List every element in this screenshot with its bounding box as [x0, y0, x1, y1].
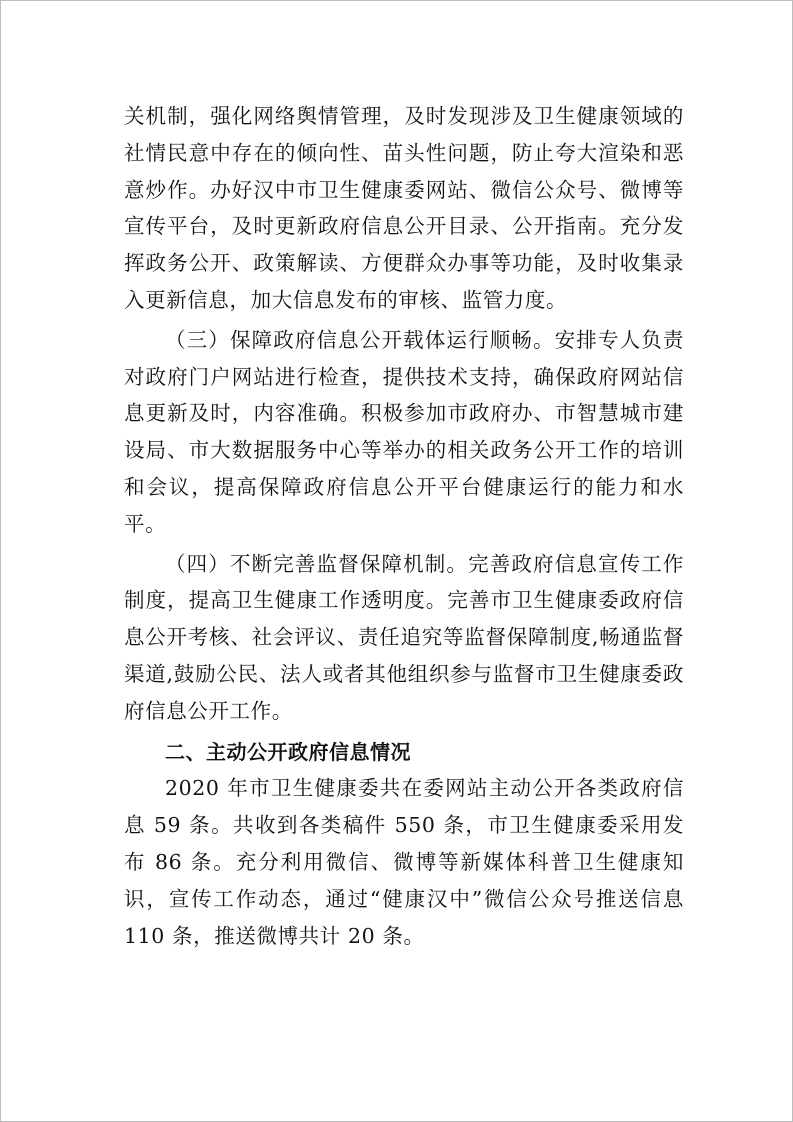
paragraph-statistics: 2020 年市卫生健康委共在委网站主动公开各类政府信息 59 条。共收到各类稿件 550 条，市卫生健康委采用发布 86 条。充分利用微信、微博等新媒体科普卫生健康知识，宣传工作动态，通过“健康汉中”微信公众号推送信息 110 条，推送微博共计 20 条。: [124, 776, 684, 948]
paragraph-continuation: 关机制，强化网络舆情管理，及时发现涉及卫生健康领域的社情民意中存在的倾向性、苗头性问题，防止夸大渲染和恶意炒作。办好汉中市卫生健康委网站、微信公众号、微博等宣传平台，及时更新政府信息公开目录、公开指南。充分发挥政务公开、政策解读、方便群众办事等功能，及时收集录入更新信息，加大信息发布的审核、监管力度。: [124, 104, 684, 312]
section-heading: 二、主动公开政府信息情况: [165, 739, 411, 764]
paragraph-section-four: （四）不断完善监督保障机制。完善政府信息宣传工作制度，提高卫生健康工作透明度。完善市卫生健康委政府信息公开考核、社会评议、责任追究等监督保障制度,畅通监督渠道,鼓励公民、法人或者其他组织参与监督市卫生健康委政府信息公开工作。: [124, 551, 684, 723]
paragraph-section-three: （三）保障政府信息公开载体运行顺畅。安排专人负责对政府门户网站进行检查，提供技术支持，确保政府网站信息更新及时，内容准确。积极参加市政府办、市智慧城市建设局、市大数据服务中心等举办的相关政务公开工作的培训和会议，提高保障政府信息公开平台健康运行的能力和水平。: [124, 327, 684, 536]
document-body: [124, 98, 684, 954]
